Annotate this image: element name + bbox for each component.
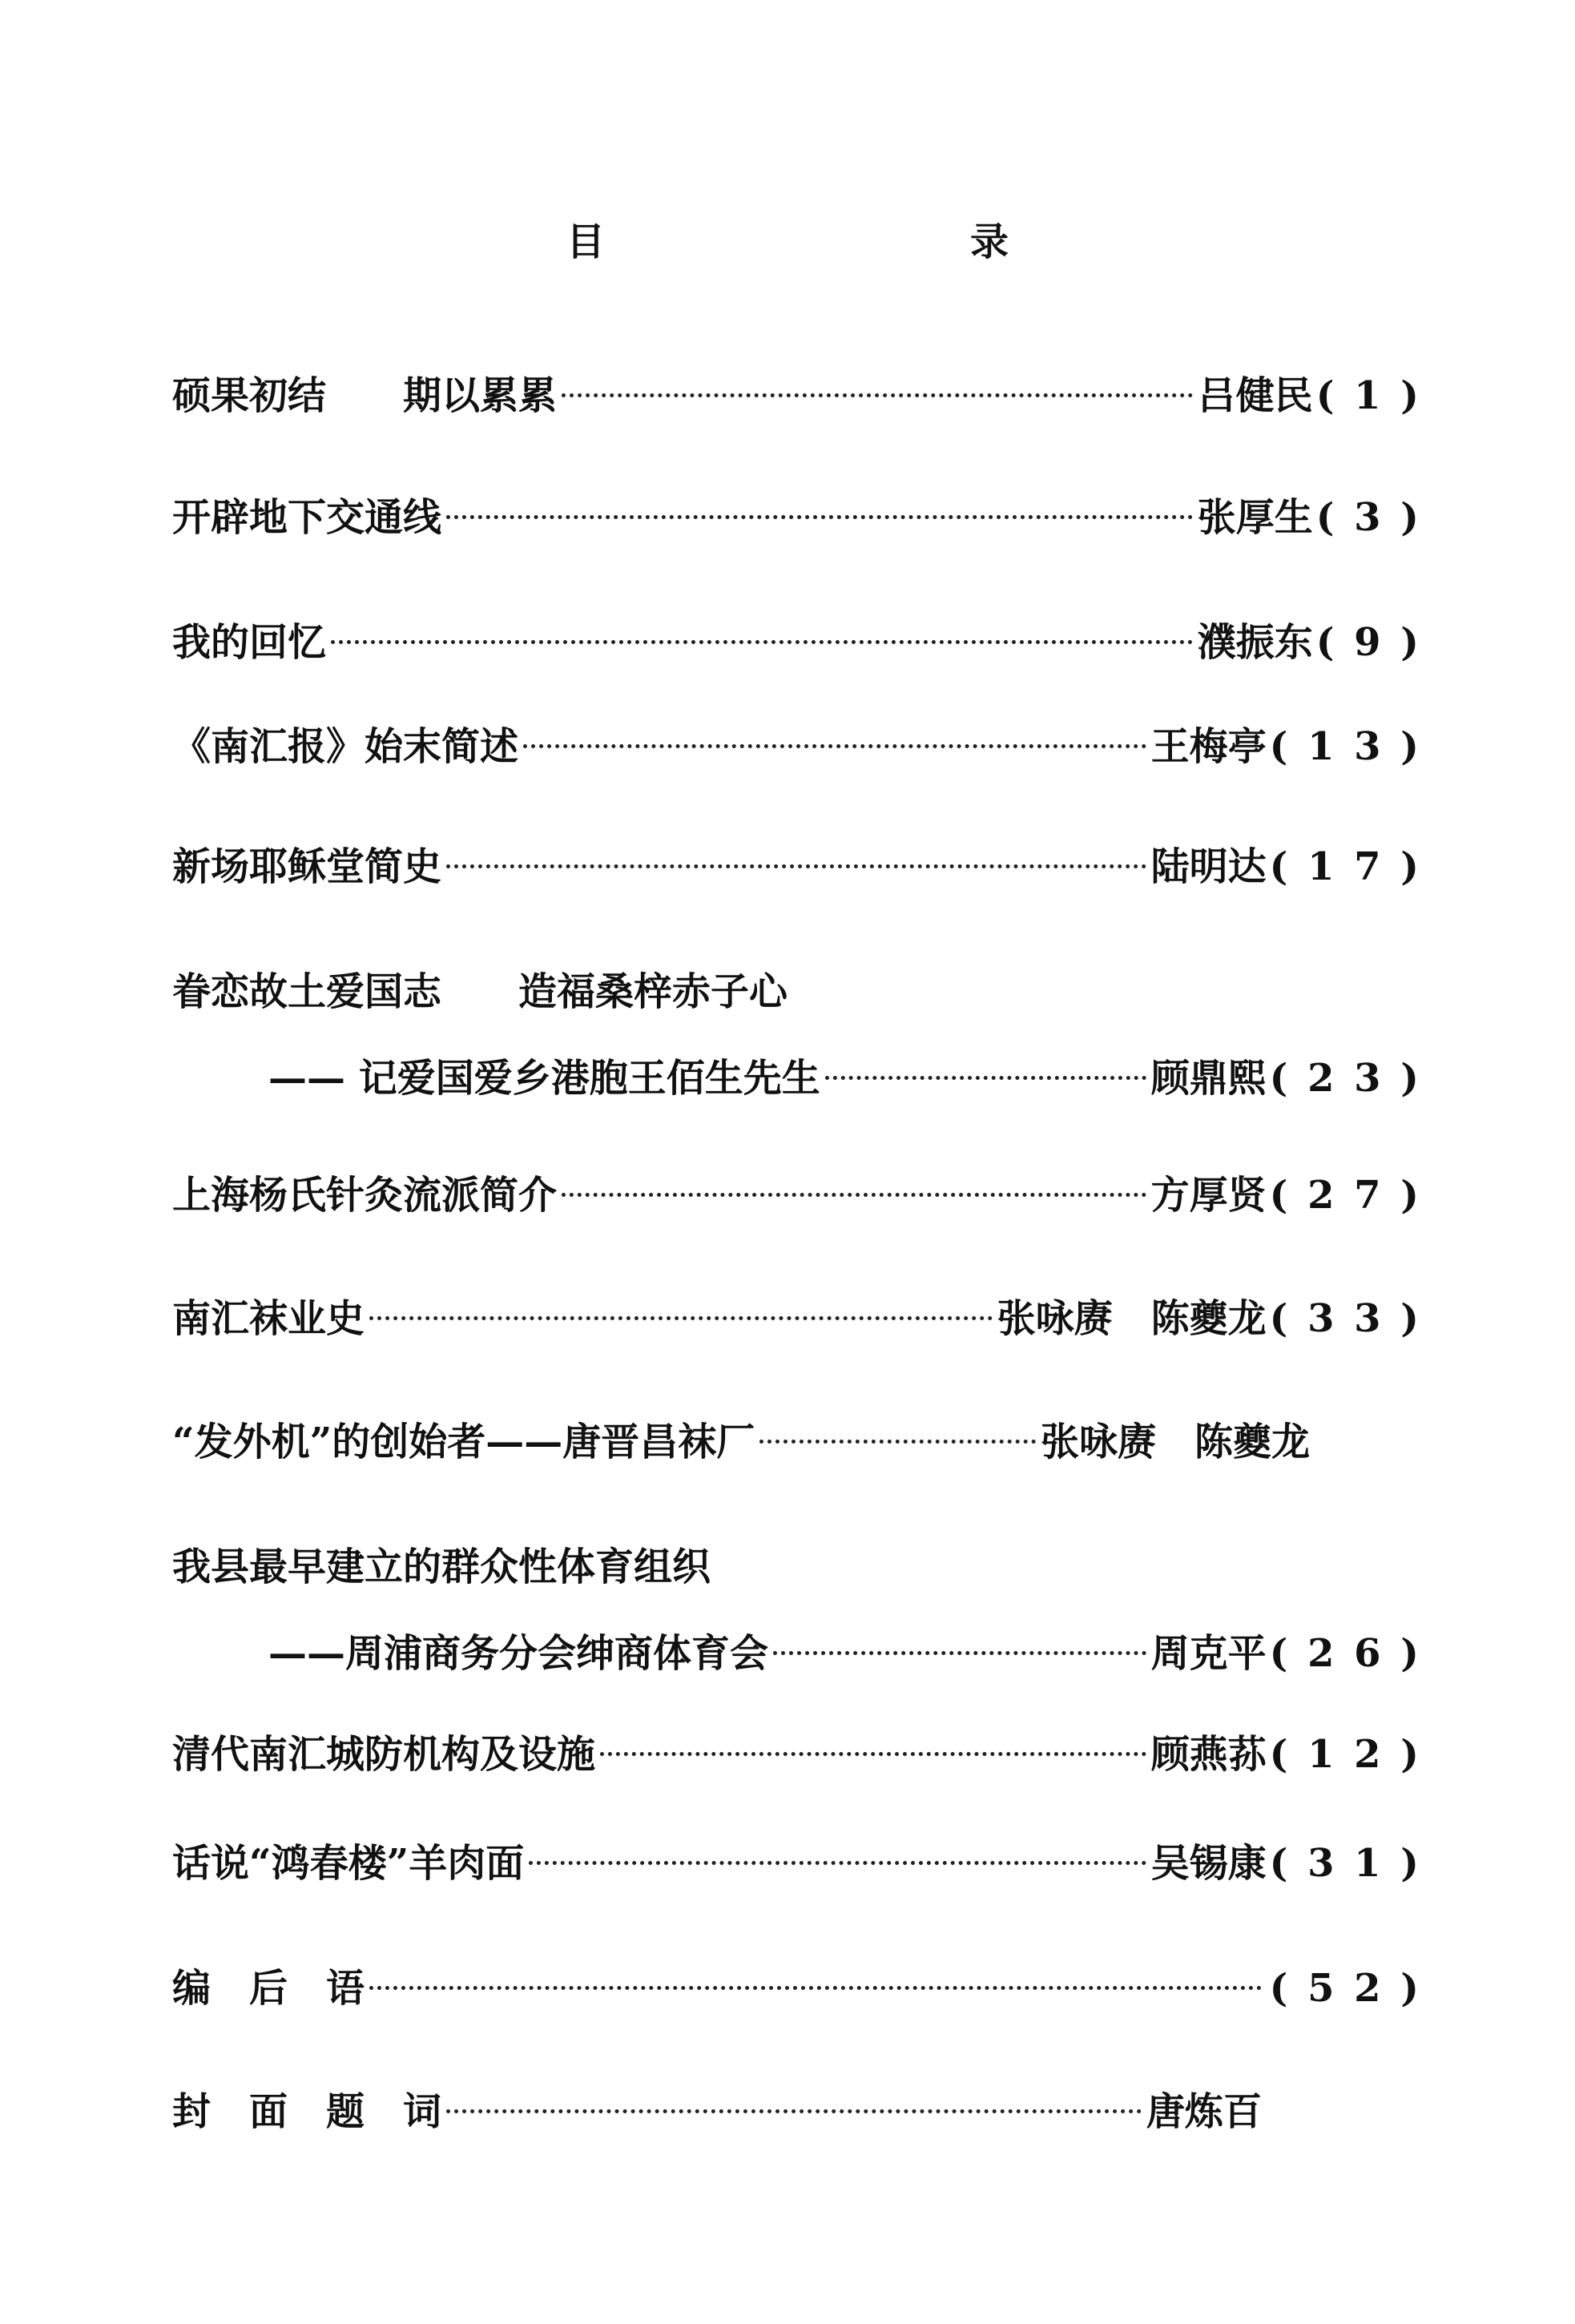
toc-entry xyxy=(172,1541,1422,1679)
entry-author: 顾燕荪 xyxy=(1150,1732,1267,1777)
dot-leader xyxy=(562,393,1193,397)
toc-entry xyxy=(172,1170,1422,1221)
toc-entry xyxy=(172,617,1422,668)
dot-leader xyxy=(529,1861,1146,1865)
toc-entry xyxy=(172,492,1422,543)
entry-page: ( 1 ) xyxy=(1315,373,1422,418)
entry-author: 吕健民 xyxy=(1197,373,1313,418)
entry-title: 编 后 语 xyxy=(172,1966,365,2011)
entry-title: 开辟地下交通线 xyxy=(172,495,442,540)
entry-author: 顾鼎熙 xyxy=(1150,1056,1267,1101)
entry-page: ( 5 2 ) xyxy=(1269,1966,1422,2011)
toc-entry xyxy=(172,1838,1422,1889)
entry-title: 上海杨氏针灸流派简介 xyxy=(172,1173,558,1218)
dot-leader xyxy=(369,1316,993,1320)
entry-subtitle: ——周浦商务分会绅商体育会 xyxy=(268,1631,769,1676)
entry-author: 陆明达 xyxy=(1150,844,1267,889)
entry-title: 硕果初结 期以累累 xyxy=(172,373,558,418)
dot-leader xyxy=(446,2109,1142,2113)
entry-subtitle: —— 记爱国爱乡港胞王佰生先生 xyxy=(268,1056,820,1101)
toc-entry xyxy=(172,1963,1422,2014)
entry-title: 新场耶稣堂简史 xyxy=(172,844,442,889)
entry-page: ( 3 3 ) xyxy=(1269,1296,1422,1341)
entry-author: 方厚贤 xyxy=(1150,1173,1267,1218)
entry-page: ( 1 2 ) xyxy=(1269,1732,1422,1777)
entry-title: 《南汇报》始末简述 xyxy=(172,724,519,769)
entry-page: ( 9 ) xyxy=(1315,620,1422,665)
dot-leader xyxy=(825,1076,1146,1080)
entry-title: “发外机”的创始者——唐晋昌袜厂 xyxy=(172,1420,755,1464)
dot-leader xyxy=(446,864,1146,868)
toc-entry xyxy=(172,1293,1422,1344)
dot-leader xyxy=(759,1440,1036,1444)
entry-page: ( 3 ) xyxy=(1315,495,1422,540)
page-title: 目 录 xyxy=(566,220,1105,264)
entry-page: ( 2 6 ) xyxy=(1269,1631,1422,1676)
toc-entry xyxy=(172,721,1422,772)
entry-author: 周克平 xyxy=(1150,1631,1267,1676)
dot-leader xyxy=(562,1193,1146,1197)
entry-author: 王梅亭 xyxy=(1150,724,1267,769)
entry-title: 南汇袜业史 xyxy=(172,1296,365,1341)
toc-entry xyxy=(172,2086,1262,2137)
entry-page: ( 2 7 ) xyxy=(1269,1173,1422,1218)
toc-entry xyxy=(172,1729,1422,1780)
dot-leader xyxy=(523,744,1146,748)
entry-title: 话说“鸿春楼”羊肉面 xyxy=(172,1841,525,1886)
entry-author: 吴锡康 xyxy=(1150,1841,1267,1886)
entry-author: 张厚生 xyxy=(1197,495,1313,540)
dot-leader xyxy=(773,1651,1146,1655)
entry-page: ( 1 7 ) xyxy=(1269,844,1422,889)
dot-leader xyxy=(600,1752,1146,1756)
toc-entry xyxy=(172,370,1422,421)
entry-author: 张咏赓 陈夔龙 xyxy=(997,1296,1267,1341)
entry-title: 清代南汇城防机构及设施 xyxy=(172,1732,596,1777)
entry-author: 张咏赓 陈夔龙 xyxy=(1040,1420,1310,1464)
toc-entry xyxy=(172,841,1422,892)
entry-title: 我的回忆 xyxy=(172,620,327,665)
entry-title: 封 面 题 词 xyxy=(172,2089,442,2134)
entry-author: 唐炼百 xyxy=(1146,2089,1262,2134)
toc-entry xyxy=(172,1416,1310,1468)
dot-leader xyxy=(331,640,1193,644)
dot-leader xyxy=(446,515,1193,519)
entry-page: ( 1 3 ) xyxy=(1269,724,1422,769)
entry-title: 我县最早建立的群众性体育组织 xyxy=(172,1545,711,1589)
dot-leader xyxy=(369,1986,1262,1990)
entry-page: ( 2 3 ) xyxy=(1269,1056,1422,1101)
toc-entry xyxy=(172,966,1422,1104)
entry-title: 眷恋故土爱国志 造福桑梓赤子心 xyxy=(172,969,788,1014)
entry-page: ( 3 1 ) xyxy=(1269,1841,1422,1886)
entry-author: 濮振东 xyxy=(1197,620,1313,665)
